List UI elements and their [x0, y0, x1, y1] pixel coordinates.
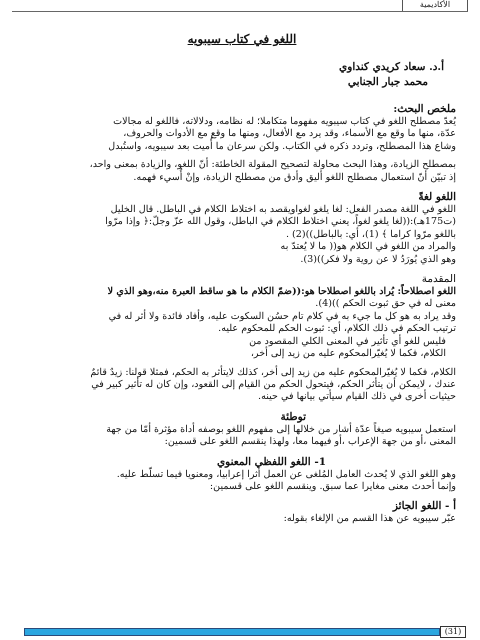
journal-name: الأكاديمية	[402, 0, 468, 12]
subsection-text	[28, 513, 456, 525]
article-title: اللغو في كتاب سيبويه	[187, 32, 297, 46]
preface-text	[28, 424, 456, 449]
paragraph-line: عندك ، لايمكن أن يتأثر الحكم، فيتحول الحكم من القيام إلى القعود، وإن كان له تأثير كبير في	[91, 378, 456, 390]
paragraph-line: باللغو مرّوا كراما ﴾ (1)، أي: بالباطل))(2) .	[285, 228, 456, 240]
continuation-text	[28, 367, 456, 404]
section-heading: 1- اللغو اللفظي المعنوي	[216, 455, 326, 468]
author-name: محمد جبار الجنابي	[347, 76, 428, 88]
paragraph-line: وهو اللغو الذي لا يُحدث العامل المُلغى عن العمل أثرا إعرابيا، ومعنويا فيما تسلّط عليه.	[116, 468, 456, 480]
paragraph-line: المعنى ،أو من جهة الإعراب ،أو فيهما معا، ولهذا ينقسم اللغو على قسمين:	[164, 436, 456, 448]
intro-text	[28, 286, 456, 360]
paragraph-line: وإنما أحدث معنى مغايرا عما سبق. وينقسم اللغو على قسمين:	[209, 480, 456, 492]
paragraph-line: اللغو اصطلاحاً: يُراد باللغو اصطلاحا هو:((ضمّ الكلام ما هو ساقط العبرة منه،وهو الذي لا	[107, 286, 456, 298]
paragraph-line: والمراد من اللغو في الكلام هو(( ما لا يُعتدّ به	[280, 241, 456, 253]
paragraph-line: إذ تبيّن أنّ استعمال مصطلح اللغو أليق وأدق من مصطلح الزيادة، وإنْ أُسيء فهمه.	[133, 171, 456, 183]
journal-header	[0, 0, 480, 12]
page-footer	[24, 626, 466, 636]
abstract-text	[28, 116, 456, 184]
paragraph-line: حيثيات أخرى في ذلك القيام سيأتي بيانها في حينه.	[258, 391, 456, 403]
footer-bar	[24, 628, 440, 636]
paragraph-line: استعمل سيبويه صيغاً عدّة أشار من خلالها إلى مفهوم اللغو بوصفه أداة مؤثرة أمّا من جهة	[106, 423, 456, 435]
paragraph-line: معنى له في حق ثبوت الحكم ))(4).	[315, 298, 456, 310]
paragraph-line: اللغو في اللغة مصدر الفعل: لغا يلغو لغواويقصد به اختلاط الكلام في الباطل. قال الخليل	[110, 204, 456, 216]
paragraph-line: عدّة، منها ما وقع مع الأسماء، وقد يرد مع الأفعال، ومنها ما وقع مع الأدوات والحروف،	[123, 128, 456, 140]
paragraph-line: وقد يراد به هو كل ما جيء به في كلام تام حسُن السكوت عليه، وأفاد فائدة ولا أثر له في	[108, 310, 456, 322]
header-rule	[12, 11, 468, 12]
preface-heading: توطئة	[280, 410, 306, 423]
abstract-heading: ملخص البحث:	[393, 103, 456, 115]
definition-heading: اللغو لغةً	[418, 191, 456, 204]
paragraph-line: وهو الذي يُورَدُ لا عن روية ولا فكر))(3).	[300, 253, 456, 265]
paragraph-line: يُعدّ مصطلح اللغو في كتاب سيبويه مفهوما متكاملا؛ له نظامه، ودلالاته، فاللغو له مجالات	[113, 116, 456, 127]
subsection-heading: أ - اللغو الجائز	[392, 500, 456, 513]
paragraph-line: الكلام، فكما لا يُغيّرالمحكوم عليه من زيد إلى أخر،	[250, 348, 446, 360]
intro-heading: المقدمة	[421, 273, 456, 286]
definition-text	[28, 204, 456, 266]
paragraph-line: ترتيب الحكم في ذلك الكلام، أي: ثبوت الحكم للمحكوم عليه.	[218, 323, 456, 335]
paragraph-line: (ت175هـ):((لغا يلغو لغواً، يعني اختلاط الكلام في الباطل، وقول الله عزّ وجلّ:﴿ وإذا مرّوا	[105, 216, 456, 228]
paragraph-line: فليس للغو أي تأثير في المعنى الكلي المقصود من	[249, 335, 446, 347]
paragraph-line: عبّر سيبويه عن هذا القسم من الإلغاء بقوله:	[283, 513, 456, 525]
paragraph-line: وشاع هذا المصطلح، وتردد ذكره في الكتاب. ولكن سرعان ما أُميت بعد سيبويه، واستُبدل	[108, 140, 456, 152]
page-number: (31)	[440, 626, 466, 638]
author-list	[28, 60, 456, 90]
article-body	[28, 22, 456, 526]
paragraph-line: الكلام، فكما لا يُغيّرالمحكوم عليه من زيد إلى أخر، كذلك لايتأثر به الحكم، فمثلا قولنا: زيدٌ قائمٌ	[90, 366, 456, 378]
section-text	[28, 469, 456, 494]
author-name: أ.د. سعاد كريدي كنداوي	[339, 61, 444, 73]
paragraph-line: بمصطلح الزيادة، وهذا البحث محاولة لتصحيح المقولة الخاطئة: أنّ اللغو، والزيادة بمعنى واحد،	[89, 159, 456, 171]
